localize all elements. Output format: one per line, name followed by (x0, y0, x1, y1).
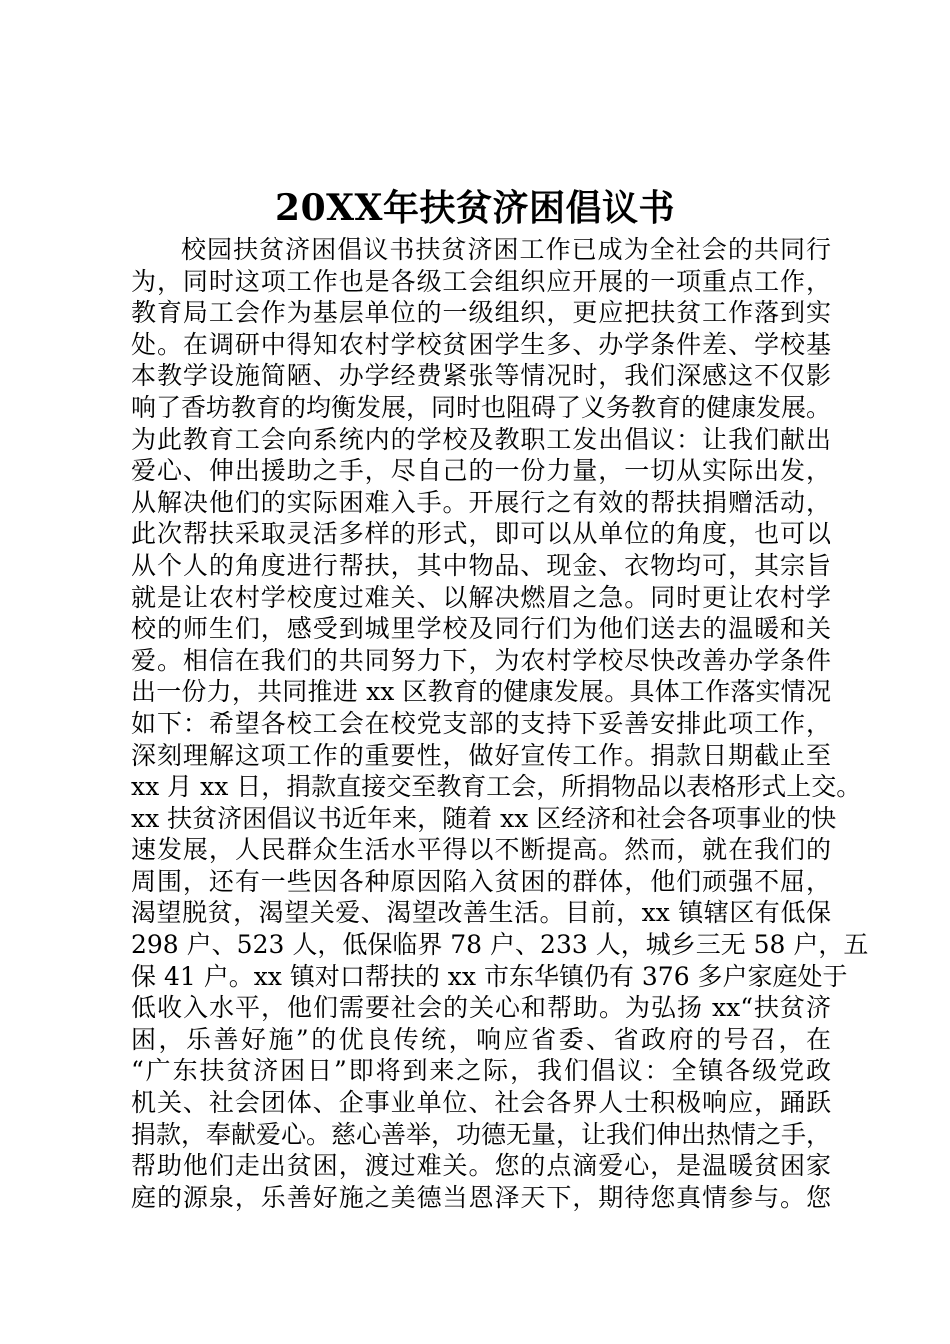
document-body (131, 234, 869, 1213)
body-line: 周围，还有一些因各种原因陷入贫困的群体，他们顽强不屈， (131, 866, 831, 896)
body-line: 为，同时这项工作也是各级工会组织应开展的一项重点工作， (131, 266, 831, 296)
body-line: 如下：希望各校工会在校党支部的支持下妥善安排此项工作， (131, 708, 831, 738)
body-line: 速发展，人民群众生活水平得以不断提高。然而，就在我们的 (131, 835, 831, 865)
body-line: 校园扶贫济困倡议书扶贫济困工作已成为全社会的共同行 (181, 235, 831, 264)
body-line: 机关、社会团体、企事业单位、社会各界人士积极响应，踊跃 (131, 1088, 831, 1118)
body-line: 响了香坊教育的均衡发展，同时也阻碍了义务教育的健康发展。 (131, 392, 832, 422)
body-line: 从个人的角度进行帮扶，其中物品、现金、衣物均可，其宗旨 (131, 550, 831, 580)
body-line: “广东扶贫济困日”即将到来之际，我们倡议：全镇各级党政 (131, 1056, 831, 1086)
body-line: 校的师生们，感受到城里学校及同行们为他们送去的温暖和关 (131, 614, 831, 644)
body-line: 爱心、伸出援助之手，尽自己的一份力量，一切从实际出发， (131, 456, 831, 486)
body-line: 捐款，奉献爱心。慈心善举，功德无量，让我们伸出热情之手， (131, 1119, 832, 1149)
body-line: xx 扶贫济困倡议书近年来，随着 xx 区经济和社会各项事业的快 (131, 803, 837, 833)
body-line: 教育局工会作为基层单位的一级组织，更应把扶贫工作落到实 (131, 298, 831, 328)
body-line: 298 户、523 人，低保临界 78 户、233 人，城乡三无 58 户，五 (131, 930, 869, 960)
body-line: 出一份力，共同推进 xx 区教育的健康发展。具体工作落实情况 (131, 677, 831, 707)
body-line: 困，乐善好施”的优良传统，响应省委、省政府的号召，在 (131, 1024, 831, 1054)
body-line: 庭的源泉，乐善好施之美德当恩泽天下，期待您真情参与。您 (131, 1182, 831, 1212)
body-line: 就是让农村学校度过难关、以解决燃眉之急。同时更让农村学 (131, 582, 831, 612)
document-title: 20XX年扶贫济困倡议书 (275, 187, 675, 229)
body-line: 爱。相信在我们的共同努力下，为农村学校尽快改善办学条件 (131, 645, 831, 675)
body-line: 渴望脱贫，渴望关爱、渴望改善生活。目前，xx 镇辖区有低保 (131, 898, 831, 928)
body-line: 本教学设施简陋、办学经费紧张等情况时，我们深感这不仅影 (131, 361, 831, 391)
body-line: 为此教育工会向系统内的学校及教职工发出倡议：让我们献出 (131, 424, 831, 454)
body-line: 深刻理解这项工作的重要性，做好宣传工作。捐款日期截止至 (131, 740, 831, 770)
body-line: 帮助他们走出贫困，渡过难关。您的点滴爱心，是温暖贫困家 (131, 1151, 831, 1181)
body-line: 从解决他们的实际困难入手。开展行之有效的帮扶捐赠活动， (131, 487, 831, 517)
body-line: 低收入水平，他们需要社会的关心和帮助。为弘扬 xx“扶贫济 (131, 993, 831, 1023)
body-line: 处。在调研中得知农村学校贫困学生多、办学条件差、学校基 (131, 329, 831, 359)
body-line: 此次帮扶采取灵活多样的形式，即可以从单位的角度，也可以 (131, 519, 831, 549)
body-line: xx 月 xx 日，捐款直接交至教育工会，所捐物品以表格形式上交。 (131, 772, 862, 802)
body-line: 保 41 户。xx 镇对口帮扶的 xx 市东华镇仍有 376 多户家庭处于 (131, 961, 848, 991)
